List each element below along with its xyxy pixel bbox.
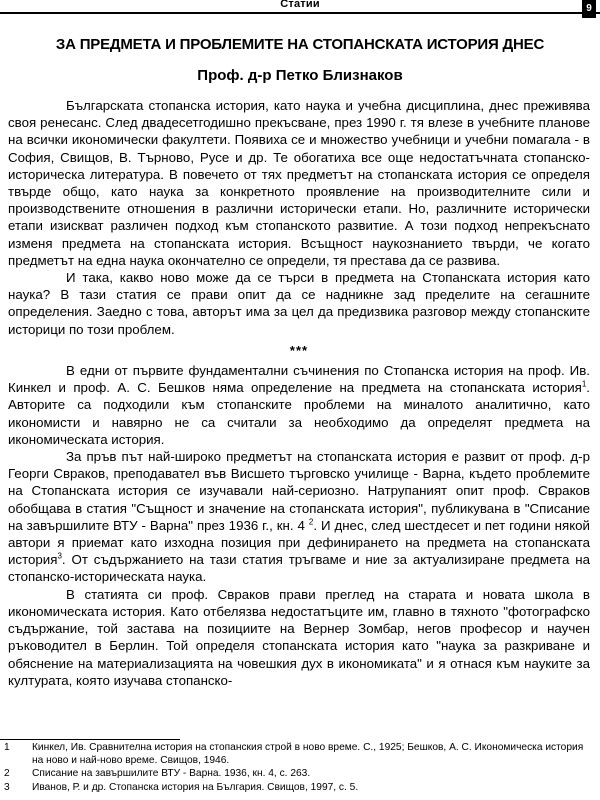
running-header xyxy=(0,0,600,14)
paragraph-text: От съдържанието на тази статия тръгваме и ние за актуализиране предмета на стопанско-историческата наука. xyxy=(8,552,590,585)
footnote-text: Иванов, Р. и др. Стопанска история на България. Свищов, 1997, с. 5. xyxy=(32,781,359,793)
footnote-ref[interactable]: 2 xyxy=(308,517,314,527)
footnote-text: Кинкел, Ив. Сравнителна история на стопанския строй в ново време. С., 1925; Бешков, А. С. Икономическа история на ново и най-ново време. Свищов, 1946. xyxy=(32,742,584,767)
footnote-text: Списание на завършилите ВТУ - Варна. 1936, кн. 4, с. 263. xyxy=(32,768,311,780)
paragraph-text: За пръв път най-широко предметът на стопанската история е развит от проф. д-р Георги Свраков, преподавател във Висшето търговско училище - Варна, където проблемите на Стопанската история се изучавали най-сериозно. Натрупаният опит проф. Свраков обобщава в статия "Същност и значение на стопанската история", публикувана в "Списание на завършилите ВТУ - Варна" през 1936 г., кн. 4 xyxy=(8,449,590,533)
footnote-number: 3 xyxy=(4,781,10,793)
footnote xyxy=(0,781,596,794)
article-body xyxy=(8,97,590,689)
paragraph: И така, какво ново може да се търси в предмета на Стопанската история като наука? В тази статия се прави опит да се надникне зад пределите на сегашните определения. Заедно с това, авторът има за цел да предизвика разговор между стопанските историци по този проблем. xyxy=(8,270,590,337)
paragraph: В статията си проф. Свраков прави преглед на старата и новата школа в икономическата история. Като отбелязва недостатъците им, главно в тяхното "фотографско съдържание, той застава на позициите на Вернер Зомбар, негов професор и научен ръководител в Берлин. Той определя стопанската история като "наука за разкриване и обяснение на материализацията на човешкия дух в икономиката" и я отнася към науките за културата, която изучава стопанско- xyxy=(8,586,590,688)
section-title: Статии xyxy=(280,0,320,10)
paragraph-text: Авторите са подходили към стопанските проблеми на миналото аналитично, като икономисти и навярно не са считали за необходимо да определят предмета на икономическата история. xyxy=(8,397,590,447)
section-divider: *** xyxy=(289,342,309,358)
page-number: 9 xyxy=(582,0,596,18)
footnote-divider xyxy=(0,739,180,740)
footnotes xyxy=(0,741,596,794)
footnote-number: 2 xyxy=(4,768,10,780)
article-title: ЗА ПРЕДМЕТА И ПРОБЛЕМИТЕ НА СТОПАНСКАТА ИСТОРИЯ ДНЕС xyxy=(55,36,545,53)
paragraph-text: И днес, след шестдесет и пет години някой автори я приемат като изходна позиция при дефинирането на предмета на стопанската история xyxy=(8,517,590,568)
article-author: Проф. д-р Петко Близнаков xyxy=(197,67,403,84)
footnote-number: 1 xyxy=(4,742,10,753)
paragraph: В едни от първите фундаментални съчинения по Стопанска история на проф. Ив. Кинкел и проф. А. С. Бешков няма определение на предмета на стопанската история$^1$. Авторите са подходили към стопанските проблеми на миналото аналитично, като икономисти и навярно не са считали за необходимо да определят предмета на икономическата история. xyxy=(8,363,590,447)
footnote xyxy=(0,741,596,767)
footnote-ref[interactable]: 3 xyxy=(57,551,62,561)
paragraph: Българската стопанска история, като наука и учебна дисциплина, днес преживява своя ренесанс. След двадесетгодишно прекъсване, през 1990 г. тя влезе в учебните планове на всички икономически факултети. Появиха се и множество учебници и учебни помагала - в София, Свищов, В. Търново, Русе и др. Те обогатиха все още недостатъчната стопанско-историческа литература. В повечето от тях предметът на стопанската история се определя твърде общо, като наука за конкретното проявление на производителните сили и производствените отношения в различни исторически етапи. Но, различните исторически етапи изискват различен подход към стопанското развитие. А този подход непрекъснато изменя предмета на стопанската история. Всъщност наукознанието твърди, че когато предметът на една наука окончателно се определи, тя престава да се развива. xyxy=(8,98,590,268)
paragraph: За пръв път най-широко предметът на стопанската история е развит от проф. д-р Георги Свраков, преподавател във Висшето търговско училище - Варна, където проблемите на Стопанската история се изучавали най-сериозно. Натрупаният опит проф. Свраков обобщава в статия "Същност и значение на стопанската история", публикувана в "Списание на завършилите ВТУ - Варна" през 1936 г., кн. 4 $^2$. И днес, след шестдесет и пет години някой автори я приемат като изходна позиция при дефинирането на предмета на стопанската история$^3$. От съдържанието на тази статия тръгваме и ние за актуализиране предмета на стопанско-историческата наука. xyxy=(8,449,590,585)
paragraph-text: В едни от първите фундаментални съчинения по Стопанска история на проф. Ив. Кинкел и проф. А. С. Бешков няма определение на предмета на стопанската история xyxy=(8,363,590,396)
footnote xyxy=(0,767,596,780)
footnote-ref[interactable]: 1 xyxy=(581,379,587,389)
